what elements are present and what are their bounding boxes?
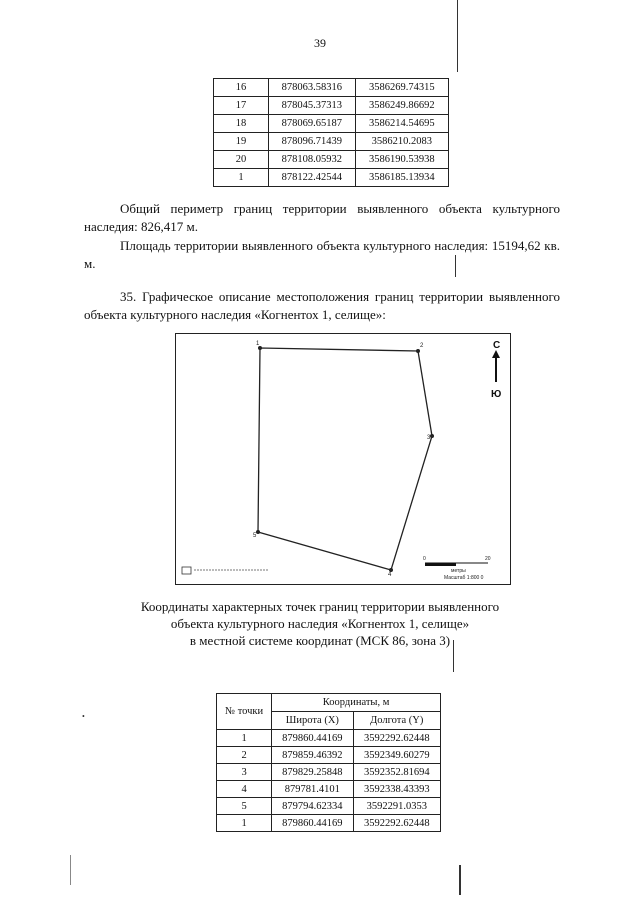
scan-artifact: • <box>82 712 85 721</box>
table1-cell: 18 <box>214 115 269 133</box>
table2-cell: 1 <box>217 730 272 747</box>
table2-cell: 1 <box>217 815 272 832</box>
header-longitude: Долгота (Y) <box>353 712 441 730</box>
table2-cell: 3592352.81694 <box>353 764 441 781</box>
table1-cell: 878063.58316 <box>269 79 356 97</box>
table1-cell: 3586210.2083 <box>355 133 448 151</box>
scan-artifact <box>70 855 71 885</box>
boundary-map <box>175 333 511 585</box>
table-row <box>217 781 441 798</box>
point-label-3: 3 <box>427 435 431 441</box>
table1-cell: 878045.37313 <box>269 97 356 115</box>
perimeter-text: Общий периметр границ территории выявленного объекта культурного наследия: 826,417 м. <box>84 201 560 234</box>
table1-cell: 3586190.53938 <box>355 151 448 169</box>
area-text: Площадь территории выявленного объекта культурного наследия: 15194,62 кв. м. <box>84 238 560 271</box>
table-row <box>217 730 441 747</box>
scan-artifact <box>457 0 458 72</box>
table-row <box>214 97 449 115</box>
caption-line-3: в местной системе координат (МСК 86, зона 3) <box>189 633 451 648</box>
scale-text: Масштаб 1:800 0 <box>444 575 484 581</box>
boundary-point <box>416 349 420 353</box>
table2-cell: 879794.62334 <box>272 798 353 815</box>
table2-cell: 3592349.60279 <box>353 747 441 764</box>
south-label: Ю <box>491 389 502 400</box>
table1-cell: 3586269.74315 <box>355 79 448 97</box>
table1-cell: 3586249.86692 <box>355 97 448 115</box>
table2-cell: 3592292.62448 <box>353 730 441 747</box>
point-label-1: 1 <box>256 341 260 347</box>
table1-cell: 3586214.54695 <box>355 115 448 133</box>
table2-cell: 879781.4101 <box>272 781 353 798</box>
north-arrow-icon <box>491 340 501 400</box>
table1-cell: 16 <box>214 79 269 97</box>
table1-cell: 20 <box>214 151 269 169</box>
table1-cell: 17 <box>214 97 269 115</box>
item-35-text: 35. Графическое описание местоположения границ территории выявленного объекта культурного наследия «Когнентох 1, селище»: <box>84 289 560 322</box>
table-row <box>217 747 441 764</box>
point-label-5: 5 <box>253 533 257 539</box>
coordinates-caption <box>100 598 540 649</box>
table1-cell: 3586185.13934 <box>355 169 448 187</box>
table-row <box>217 764 441 781</box>
boundary-point <box>430 434 434 438</box>
table1-cell: 878122.42544 <box>269 169 356 187</box>
table2-cell: 3592338.43393 <box>353 781 441 798</box>
table1-cell: 19 <box>214 133 269 151</box>
table2-cell: 879860.44169 <box>272 730 353 747</box>
table2-cell: 3592291.0353 <box>353 798 441 815</box>
scan-artifact <box>453 640 454 672</box>
territory-boundary <box>258 348 432 570</box>
point-label-4: 4 <box>388 572 392 578</box>
table2-cell: 4 <box>217 781 272 798</box>
table2-cell: 2 <box>217 747 272 764</box>
table1-cell: 1 <box>214 169 269 187</box>
page-number: 39 <box>314 36 326 50</box>
table2-cell: 879859.46392 <box>272 747 353 764</box>
coordinates-table <box>216 693 441 832</box>
table-row <box>214 133 449 151</box>
north-label: С <box>493 340 501 351</box>
table2-cell: 879860.44169 <box>272 815 353 832</box>
table1-cell: 878096.71439 <box>269 133 356 151</box>
table2-cell: 5 <box>217 798 272 815</box>
table-row <box>217 798 441 815</box>
header-latitude: Широта (X) <box>272 712 353 730</box>
table-row <box>214 115 449 133</box>
table-row <box>217 815 441 832</box>
caption-line-1: Координаты характерных точек границ территории выявленного <box>140 599 500 614</box>
legend-swatch <box>182 567 268 574</box>
table-row <box>214 169 449 187</box>
scale-start: 0 <box>423 556 426 562</box>
table2-cell: 879829.25848 <box>272 764 353 781</box>
scale-end: 20 <box>485 556 491 562</box>
scan-artifact <box>455 255 456 277</box>
scale-bar <box>423 556 491 581</box>
header-coordinates: Координаты, м <box>272 694 441 712</box>
coordinates-table-continued <box>213 78 449 187</box>
table-row <box>214 151 449 169</box>
boundary-point <box>256 530 260 534</box>
table-row <box>214 79 449 97</box>
table2-cell: 3 <box>217 764 272 781</box>
scan-artifact <box>459 865 461 895</box>
scale-unit: метры <box>451 568 466 574</box>
table2-cell: 3592292.62448 <box>353 815 441 832</box>
table1-cell: 878108.05932 <box>269 151 356 169</box>
header-point-number: № точки <box>217 694 272 730</box>
table1-cell: 878069.65187 <box>269 115 356 133</box>
point-label-2: 2 <box>420 343 424 349</box>
caption-line-2: объекта культурного наследия «Когнентох 1, селище» <box>170 616 470 631</box>
